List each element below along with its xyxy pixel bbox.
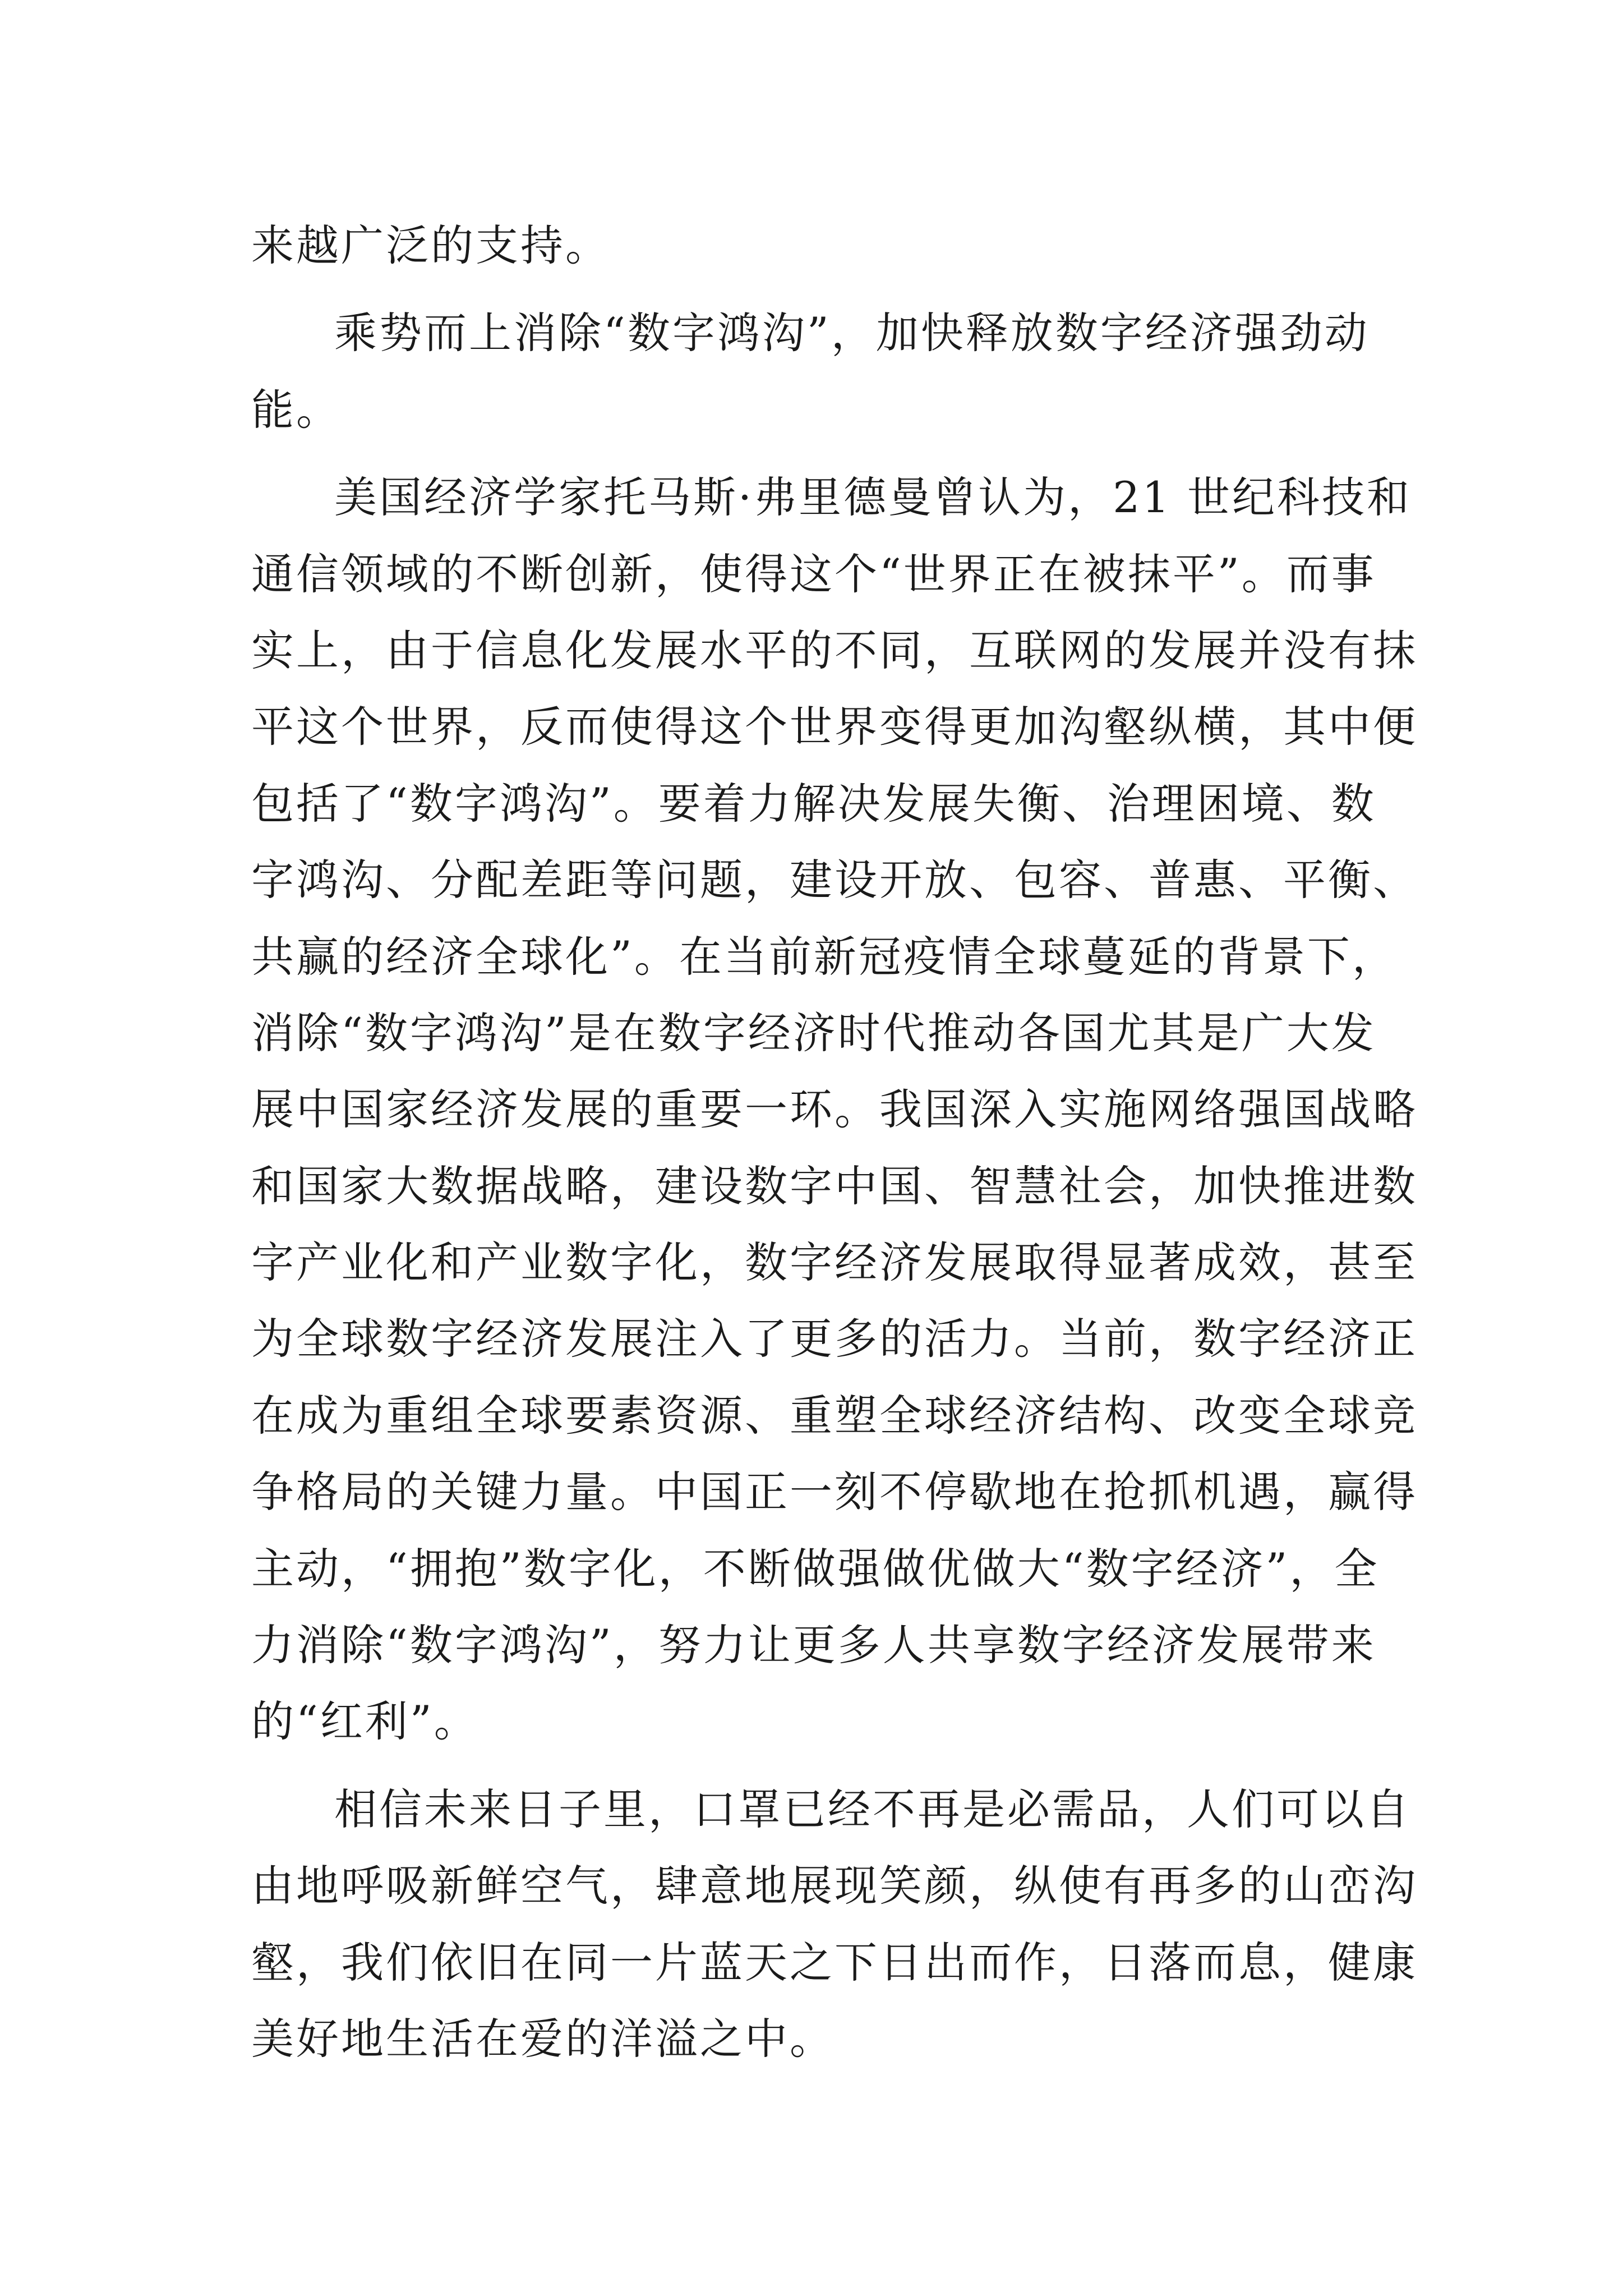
text-line: 由地呼吸新鲜空气，肆意地展现笑颜，纵使有再多的山峦沟 [251, 1861, 1418, 1911]
text-line: 通信领域的不断创新，使得这个“世界正在被抹平”。而事 [251, 549, 1376, 599]
text-line: 消除“数字鸿沟”是在数字经济时代推动各国尤其是广大发 [251, 1007, 1376, 1058]
text-line: 包括了“数字鸿沟”。要着力解决发展失衡、治理困境、数 [251, 778, 1376, 829]
text-line: 争格局的关键力量。中国正一刻不停歇地在抢抓机遇，赢得 [251, 1467, 1418, 1517]
paragraph-spacer [251, 1760, 1407, 1772]
text-line: 字产业化和产业数字化，数字经济发展取得显著成效，甚至 [251, 1237, 1418, 1288]
text-line: 实上，由于信息化发展水平的不同，互联网的发展并没有抹 [251, 625, 1418, 675]
paragraph-spacer [251, 448, 1407, 459]
text-line: 展中国家经济发展的重要一环。我国深入实施网络强国战略 [251, 1084, 1418, 1135]
paragraph [251, 295, 1407, 448]
text-line: 字鸿沟、分配差距等问题，建设开放、包容、普惠、平衡、 [251, 855, 1418, 905]
text-line: 在成为重组全球要素资源、重塑全球经济结构、改变全球竞 [251, 1390, 1418, 1441]
text-line: 力消除“数字鸿沟”，努力让更多人共享数字经济发展带来 [251, 1620, 1376, 1671]
paragraph-spacer [251, 284, 1407, 295]
paragraph [251, 1772, 1418, 2078]
paragraph [251, 208, 1407, 284]
text-line: 相信未来日子里，口罩已经不再是必需品，人们可以自 [334, 1784, 1411, 1834]
text-line: 美好地生活在爱的洋溢之中。 [251, 2013, 834, 2064]
paragraph [251, 459, 1418, 1760]
body-text [251, 208, 1418, 2077]
text-line: 乘势而上消除“数字鸿沟”，加快释放数字经济强劲动 [334, 308, 1370, 358]
text-line: 的“红利”。 [251, 1696, 479, 1747]
text-line: 能。 [251, 384, 341, 435]
text-line: 来越广泛的支持。 [251, 220, 610, 270]
text-line: 为全球数字经济发展注入了更多的活力。当前，数字经济正 [251, 1314, 1418, 1364]
text-line: 平这个世界，反而使得这个世界变得更加沟壑纵横，其中便 [251, 702, 1418, 752]
text-line: 美国经济学家托马斯·弗里德曼曾认为，21 世纪科技和 [334, 472, 1412, 523]
text-line: 主动，“拥抱”数字化，不断做强做优做大“数字经济”，全 [251, 1543, 1380, 1594]
text-line: 共赢的经济全球化”。在当前新冠疫情全球蔓延的背景下， [251, 931, 1397, 982]
text-line: 和国家大数据战略，建设数字中国、智慧社会，加快推进数 [251, 1161, 1418, 1211]
text-line: 壑，我们依旧在同一片蓝天之下日出而作，日落而息，健康 [251, 1937, 1418, 1987]
